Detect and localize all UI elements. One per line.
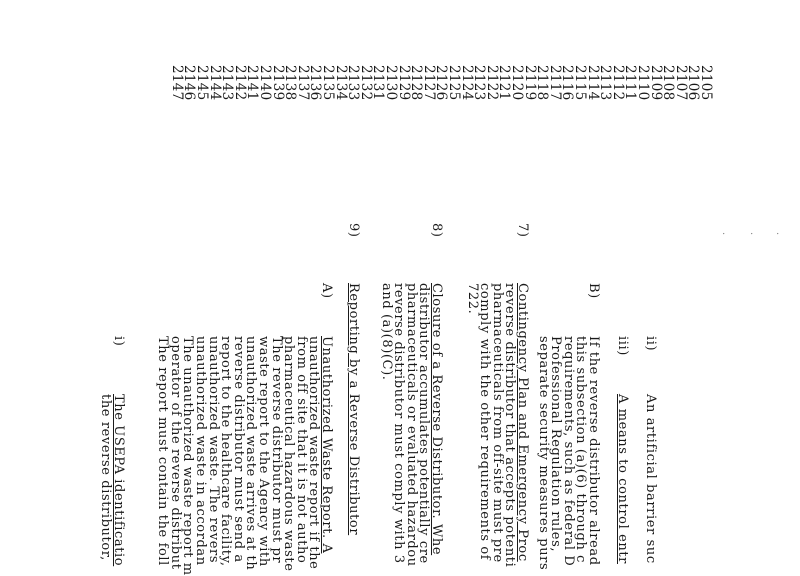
text-line: The reverse distributor must pr bbox=[268, 336, 284, 564]
text-line: and (a)(8)(C). bbox=[378, 283, 394, 381]
line-number: 2140 bbox=[257, 65, 273, 101]
text-line: unauthorized waste report if the bbox=[306, 336, 322, 570]
text-line: report to the healthcare facility, bbox=[218, 336, 234, 567]
line-number: 2121 bbox=[496, 65, 513, 101]
line-number: 2112 bbox=[609, 65, 626, 101]
text-line: pharmaceuticals or evaluated hazardou bbox=[403, 283, 419, 567]
text-line: pharmaceuticals from off-site must pre bbox=[489, 283, 505, 563]
item-iii-text: A means to control entr bbox=[615, 394, 630, 564]
text-line: waste report to the Agency with bbox=[256, 336, 271, 567]
line-number: 2107 bbox=[672, 65, 689, 101]
text-line: comply with the other requirements of bbox=[477, 283, 493, 561]
text-line: from off site that it is not autho bbox=[293, 336, 309, 564]
line-number: 2126 bbox=[433, 65, 450, 101]
line-number: 2143 bbox=[219, 65, 236, 101]
section-8-number: 8) bbox=[429, 223, 444, 238]
line-number: 2130 bbox=[383, 65, 399, 101]
text-line: Professional Regulation rules, bbox=[548, 336, 564, 553]
text-line: Closure of a Reverse Distributor. Whe bbox=[429, 283, 444, 556]
section-9-heading: Reporting by a Reverse Distributor bbox=[346, 283, 361, 536]
line-number: 2138 bbox=[282, 65, 299, 101]
section-9-number: 9) bbox=[346, 223, 361, 238]
text-line: unauthorized waste in accordan bbox=[193, 336, 208, 566]
line-number: 2111 bbox=[622, 65, 639, 101]
line-number: 2105 bbox=[698, 65, 714, 101]
line-number: 2137 bbox=[294, 65, 311, 101]
line-number: 2114 bbox=[584, 65, 601, 101]
text-line: unauthorized waste arrives at th bbox=[243, 336, 259, 571]
subsection-B-label: B) bbox=[586, 283, 601, 299]
text-line: requirements, such as federal D bbox=[560, 336, 576, 567]
text-line: The report must contain the foll bbox=[155, 336, 171, 566]
line-number: 2141 bbox=[244, 65, 261, 101]
text-line: operator of the reverse distribut bbox=[167, 336, 183, 570]
line-number: 2147 bbox=[168, 65, 185, 101]
line-number: 2115 bbox=[572, 65, 588, 101]
line-number: 2118 bbox=[534, 65, 551, 101]
text-line: reverse distributor must comply with 3 bbox=[391, 283, 407, 564]
text-line: The USEPA identificatio bbox=[111, 394, 126, 567]
line-number: 2116 bbox=[559, 65, 576, 101]
line-number: 2133 bbox=[345, 65, 362, 101]
line-number: 2139 bbox=[269, 65, 286, 101]
margin-mark: · bbox=[745, 232, 756, 236]
line-number: 2144 bbox=[206, 65, 223, 101]
item-ii-text: An artificial barrier suc bbox=[643, 394, 658, 564]
text-line: Unauthorized Waste Report. A bbox=[319, 336, 334, 554]
line-number: 2120 bbox=[509, 65, 525, 101]
line-number: 2106 bbox=[685, 65, 702, 101]
item-ii-number: ii) bbox=[643, 336, 658, 352]
margin-mark: · bbox=[717, 232, 728, 236]
line-number: 2136 bbox=[307, 65, 324, 101]
text-line: 722. bbox=[464, 283, 480, 315]
line-number: 2125 bbox=[446, 65, 462, 101]
line-number: 2122 bbox=[483, 65, 500, 101]
line-number: 2142 bbox=[231, 65, 248, 101]
line-number: 2135 bbox=[320, 65, 336, 101]
line-number: 2128 bbox=[408, 65, 425, 101]
text-line: reverse distributor that accepts potenti bbox=[502, 283, 518, 568]
line-number: 2113 bbox=[597, 65, 614, 101]
line-number: 2123 bbox=[471, 65, 488, 101]
text-line: The unauthorized waste report m bbox=[180, 336, 196, 576]
text-line: If the reverse distributor alread bbox=[586, 336, 601, 566]
line-number: 2117 bbox=[546, 65, 563, 101]
line-number: 2129 bbox=[395, 65, 412, 101]
line-number: 2131 bbox=[370, 65, 387, 101]
line-number: 2127 bbox=[420, 65, 437, 101]
text-line: pharmaceutical hazardous waste bbox=[281, 336, 297, 572]
subsection-A-label: A) bbox=[319, 283, 334, 299]
line-number: 2119 bbox=[521, 65, 538, 101]
text-line: distributor accumulates potentially cre bbox=[416, 283, 432, 564]
line-number: 2110 bbox=[635, 65, 651, 101]
line-number: 2146 bbox=[181, 65, 198, 101]
item-i-number: i) bbox=[111, 336, 126, 347]
line-number: 2109 bbox=[647, 65, 664, 101]
text-line: this subsection (a)(6) through c bbox=[573, 336, 589, 564]
line-number: 2124 bbox=[458, 65, 475, 101]
text-line: reverse distributor must send a bbox=[230, 336, 246, 563]
text-line: Contingency Plan and Emergency Proc bbox=[515, 283, 530, 562]
line-number: 2132 bbox=[357, 65, 374, 101]
line-number: 2108 bbox=[660, 65, 677, 101]
line-number: 2145 bbox=[194, 65, 210, 101]
item-iii-number: iii) bbox=[615, 336, 630, 356]
margin-mark: · bbox=[771, 232, 782, 236]
line-number: 2134 bbox=[332, 65, 349, 101]
text-line: the reverse distributor, bbox=[98, 394, 114, 561]
section-7-number: 7) bbox=[515, 223, 530, 238]
text-line: separate security measures purs bbox=[535, 336, 551, 571]
text-line: unauthorized waste. The revers bbox=[205, 336, 221, 564]
